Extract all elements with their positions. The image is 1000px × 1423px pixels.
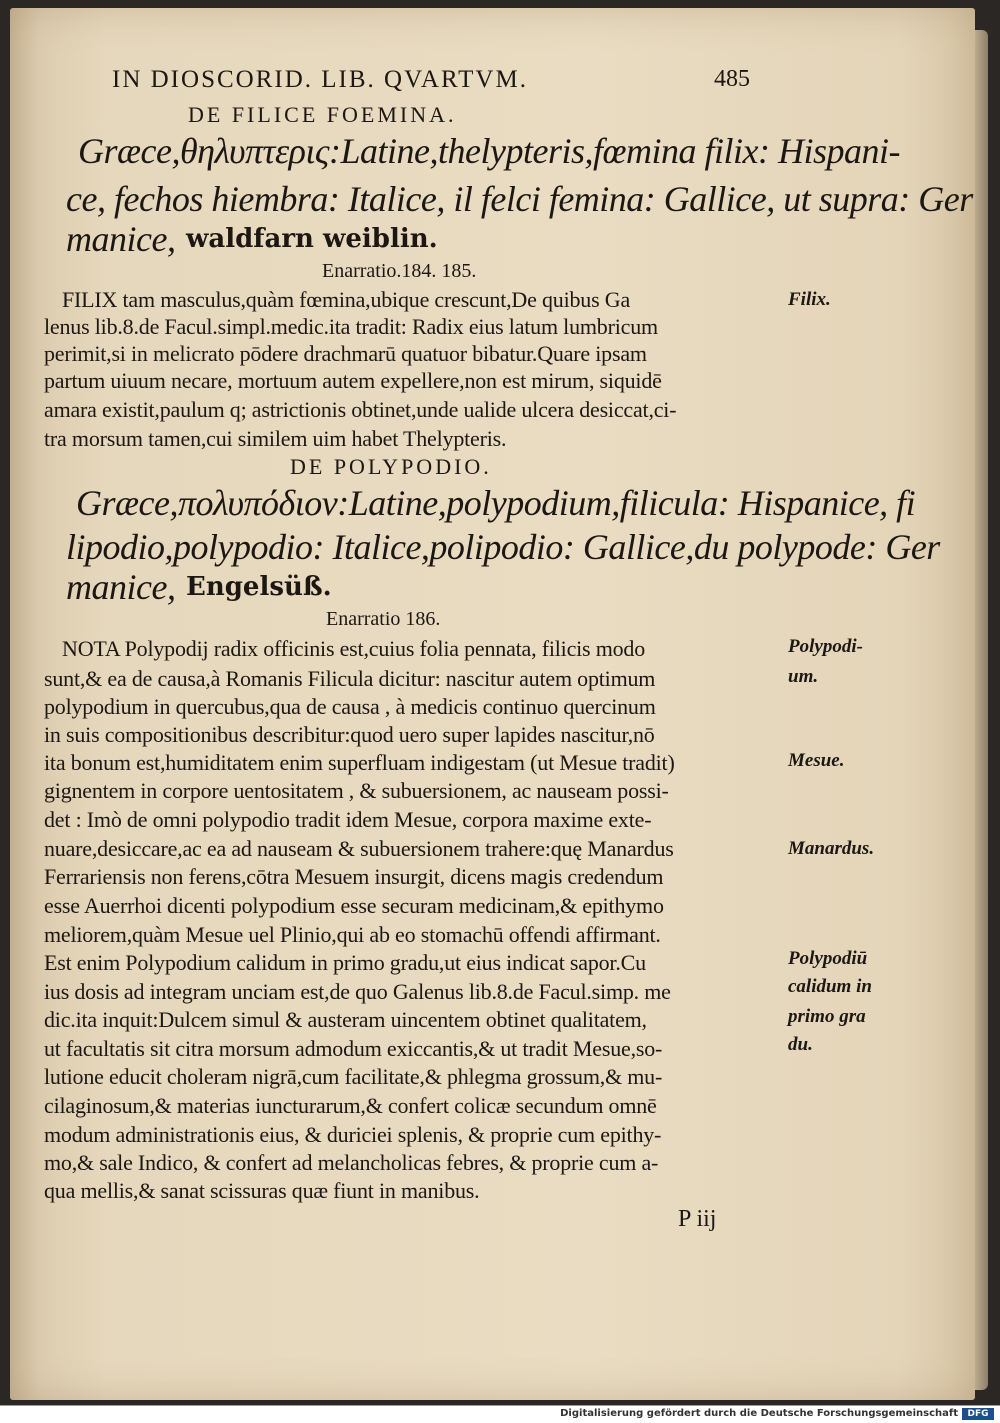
body-line: ut facultatis sit citra morsum admodum exiccantis,& ut tradit Mesue,so- [44,1036,663,1061]
margin-note: du. [788,1034,813,1055]
body-line: qua mellis,& sanat scissuras quæ fiunt in manibus. [44,1178,480,1203]
body-line: modum administrationis eius, & duriciei splenis, & proprie cum epithy- [44,1122,662,1147]
enarratio-label: Enarratio.184. 185. [322,260,477,282]
margin-note: Polypodi- [788,636,863,657]
body-line: dic.ita inquit:Dulcem simul & austeram uincentem obtinet qualitatem, [44,1007,647,1032]
body-line: in suis compositionibus describitur:quod uero super lapides nascitur,nō [44,722,655,747]
body-line: ius dosis ad integram unciam est,de quo Galenus lib.8.de Facul.simp. me [44,979,671,1004]
body-line: NOTA Polypodij radix officinis est,cuius folia pennata, filicis modo [62,636,646,661]
body-line: esse Auerrhoi dicenti polypodium esse securam medicinam,& epithymo [44,893,664,918]
section-heading-polypodium: DE POLYPODIO. [290,454,492,479]
margin-note: Filix. [788,289,831,310]
body-line: FILIX tam masculus,quàm fœmina,ubique crescunt,De quibus Ga [62,287,631,312]
body-line: ita bonum est,humiditatem enim superfluam indigestam (ut Mesue tradit) [44,750,675,775]
page-edge [974,30,988,1390]
margin-note: Polypodiū [788,948,868,969]
body-line: Ferrariensis non ferens,cōtra Mesuem insurgit, dicens magis credendum [44,864,664,889]
body-line: partum uiuum necare, mortuum autem expellere,non est mirum, siquidē [44,368,662,393]
footer-credit: Digitalisierung gefördert durch die Deutsche Forschungsgemeinschaft [560,1408,958,1419]
margin-note: Manardus. [788,838,875,859]
section-heading-filix: DE FILICE FOEMINA. [188,102,457,127]
digitization-footer [0,1405,1000,1423]
body-line: perimit,si in melicrato pōdere drachmarū quatuor bibatur.Quare ipsam [44,341,647,366]
body-line: det : Imò de omni polypodio tradit idem Mesue, corpora maxime exte- [44,807,652,832]
body-line: polypodium in quercubus,qua de causa , à medicis continuo quercinum [44,694,656,719]
margin-note: calidum in [788,976,872,997]
body-line: lutione educit choleram nigrā,cum facilitate,& phlegma grossum,& mu- [44,1064,663,1089]
signature-mark: P iij [678,1206,717,1232]
body-line: gignentem in corpore uentositatem , & subuersionem, ac nauseam possi- [44,778,669,803]
body-line: meliorem,quàm Mesue uel Plinio,qui ab eo stomachū offendi affirmant. [44,922,661,947]
body-line: tra morsum tamen,cui similem uim habet Thelypteris. [44,426,507,451]
body-line: amara existit,paulum q; astrictionis obtinet,unde ualide ulcera desiccat,ci- [44,397,677,422]
names-line: Græce,πολυπόδιον:Latine,polypodium,filicula: Hispanice, fi [76,483,916,523]
names-line: manice, [66,219,176,259]
running-head: IN DIOSCORID. LIB. QVARTVM. [112,66,528,93]
margin-note: um. [788,666,819,687]
german-name: Engelsüß. [186,572,332,602]
names-line: lipodio,polypodio: Italice,polipodio: Gallice,du polypode: Ger [66,527,940,567]
page-number: 485 [714,66,750,92]
german-name: waldfarn weiblin. [186,224,438,254]
dfg-logo-icon: DFG [962,1408,994,1420]
names-line: ce, fechos hiembra: Italice, il felci femina: Gallice, ut supra: Ger [66,179,973,219]
body-line: nuare,desiccare,ac ea ad nauseam & subuersionem trahere:quę Manardus [44,836,674,861]
body-line: mo,& sale Indico, & confert ad melancholicas febres, & proprie cum a- [44,1150,659,1175]
body-line: lenus lib.8.de Facul.simpl.medic.ita tradit: Radix eius latum lumbricum [44,314,658,339]
body-line: sunt,& ea de causa,à Romanis Filicula dicitur: nascitur autem optimum [44,666,656,691]
body-line: cilaginosum,& materias iuncturarum,& confert colicæ secundum omnē [44,1093,657,1118]
names-line: Græce,θηλυπτερις:Latine,thelypteris,fœmina filix: Hispani- [78,131,900,171]
enarratio-label: Enarratio 186. [326,608,441,630]
margin-note: primo gra [788,1006,866,1027]
body-line: Est enim Polypodium calidum in primo gradu,ut eius indicat sapor.Cu [44,950,646,975]
names-line: manice, [66,567,176,607]
margin-note: Mesue. [788,750,845,771]
